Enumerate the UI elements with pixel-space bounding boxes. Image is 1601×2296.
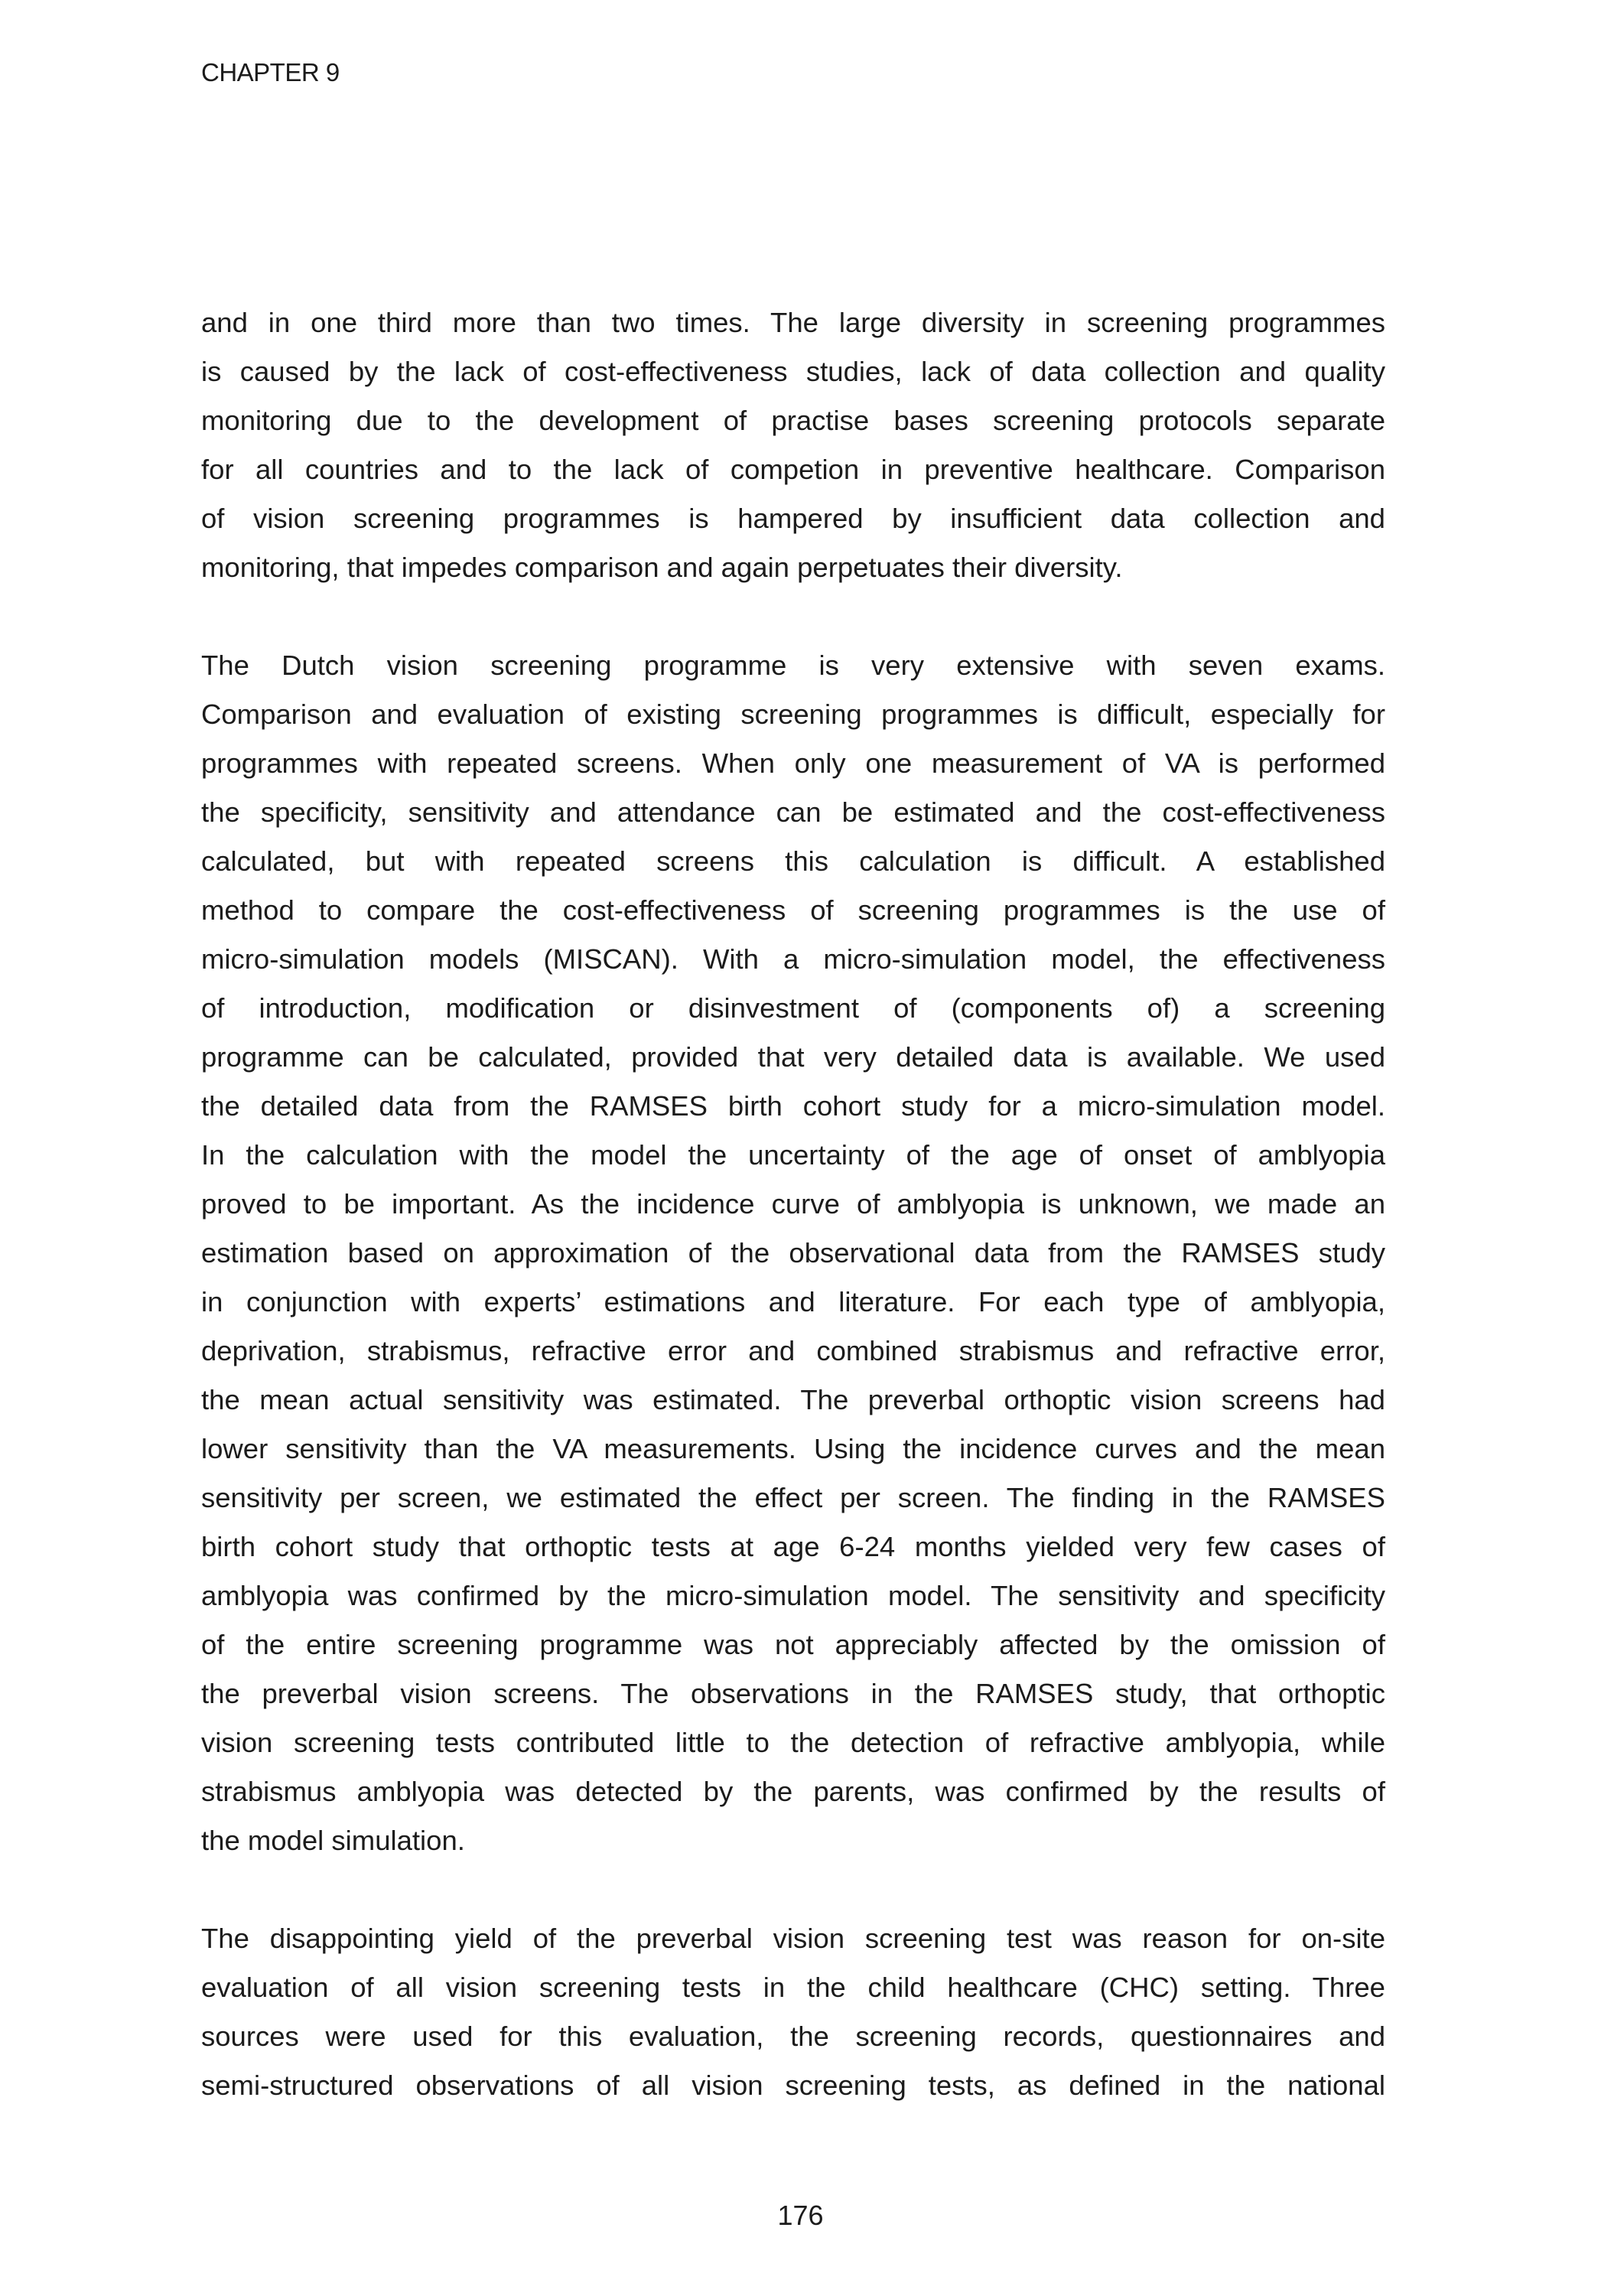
text-line: in conjunction with experts’ estimations and literature. For each type of amblyopia, bbox=[201, 1286, 1385, 1317]
paragraph bbox=[201, 1914, 1385, 2110]
text-line: the detailed data from the RAMSES birth cohort study for a micro-simulation model. bbox=[201, 1090, 1385, 1122]
text-line: the preverbal vision screens. The observations in the RAMSES study, that orthoptic bbox=[201, 1678, 1385, 1709]
text-line: the model simulation. bbox=[201, 1825, 465, 1856]
text-line: vision screening tests contributed little to the detection of refractive amblyopia, while bbox=[201, 1727, 1385, 1758]
text-line: birth cohort study that orthoptic tests at age 6-24 months yielded very few cases of bbox=[201, 1531, 1385, 1562]
text-line: monitoring, that impedes comparison and again perpetuates their diversity. bbox=[201, 552, 1123, 583]
chapter-header: CHAPTER 9 bbox=[201, 58, 340, 86]
text-line: Comparison and evaluation of existing screening programmes is difficult, especially for bbox=[201, 699, 1385, 730]
text-line: sensitivity per screen, we estimated the effect per screen. The finding in the RAMSES bbox=[201, 1482, 1385, 1513]
text-line: monitoring due to the development of practise bases screening protocols separate bbox=[201, 405, 1385, 436]
paragraph bbox=[201, 298, 1385, 592]
text-line: estimation based on approximation of the observational data from the RAMSES study bbox=[201, 1237, 1385, 1268]
text-line: In the calculation with the model the uncertainty of the age of onset of amblyopia bbox=[201, 1139, 1385, 1171]
text-line: lower sensitivity than the VA measurements. Using the incidence curves and the mean bbox=[201, 1433, 1385, 1464]
text-line: programmes with repeated screens. When only one measurement of VA is performed bbox=[201, 747, 1385, 779]
text-line: and in one third more than two times. The large diversity in screening programmes bbox=[201, 307, 1385, 338]
text-line: proved to be important. As the incidence curve of amblyopia is unknown, we made an bbox=[201, 1188, 1385, 1220]
text-line: the specificity, sensitivity and attendance can be estimated and the cost-effectiveness bbox=[201, 796, 1385, 828]
text-line: The Dutch vision screening programme is very extensive with seven exams. bbox=[201, 650, 1385, 681]
text-line: calculated, but with repeated screens this calculation is difficult. A established bbox=[201, 845, 1385, 877]
text-line: The disappointing yield of the preverbal vision screening test was reason for on-site bbox=[201, 1923, 1385, 1954]
text-line: strabismus amblyopia was detected by the parents, was confirmed by the results of bbox=[201, 1776, 1385, 1807]
text-line: programme can be calculated, provided that very detailed data is available. We used bbox=[201, 1041, 1385, 1073]
text-line: the mean actual sensitivity was estimated. The preverbal orthoptic vision screens had bbox=[201, 1384, 1385, 1415]
text-line: of introduction, modification or disinvestment of (components of) a screening bbox=[201, 992, 1385, 1024]
paragraph bbox=[201, 641, 1385, 1865]
text-line: sources were used for this evaluation, the screening records, questionnaires and bbox=[201, 2021, 1385, 2052]
text-line: micro-simulation models (MISCAN). With a micro-simulation model, the effectiveness bbox=[201, 943, 1385, 975]
text-line: semi-structured observations of all vision screening tests, as defined in the national bbox=[201, 2070, 1385, 2101]
body-text bbox=[201, 298, 1385, 2159]
text-line: amblyopia was confirmed by the micro-simulation model. The sensitivity and specificity bbox=[201, 1580, 1385, 1611]
text-line: method to compare the cost-effectiveness of screening programmes is the use of bbox=[201, 894, 1385, 926]
text-line: for all countries and to the lack of competion in preventive healthcare. Comparison bbox=[201, 454, 1385, 485]
text-line: of the entire screening programme was not appreciably affected by the omission of bbox=[201, 1629, 1385, 1660]
text-line: is caused by the lack of cost-effectiveness studies, lack of data collection and quality bbox=[201, 356, 1385, 387]
page-number: 176 bbox=[777, 2200, 824, 2231]
text-line: evaluation of all vision screening tests in the child healthcare (CHC) setting. Three bbox=[201, 1972, 1385, 2003]
text-line: deprivation, strabismus, refractive error and combined strabismus and refractive error, bbox=[201, 1335, 1385, 1366]
text-line: of vision screening programmes is hampered by insufficient data collection and bbox=[201, 503, 1385, 534]
